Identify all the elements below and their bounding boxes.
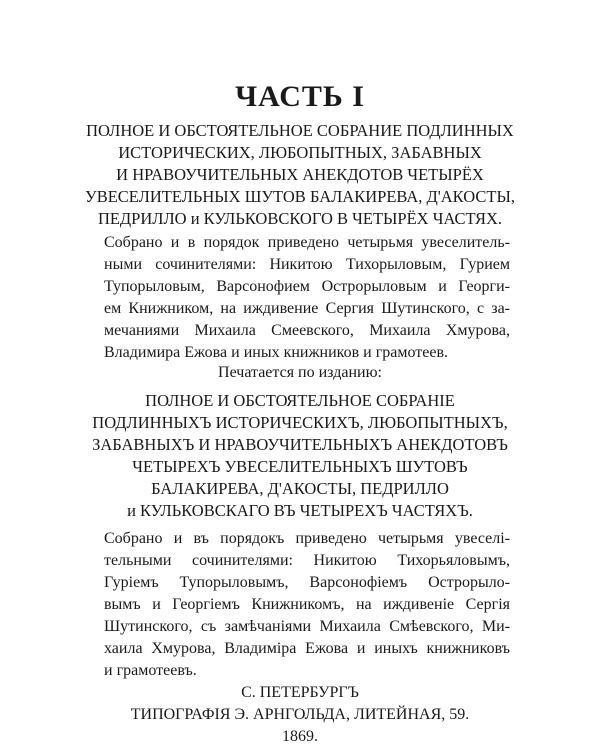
title-modern-line: УВЕСЕЛИТЕЛЬНЫХ ШУТОВ БАЛАКИРЕВА, Д'АКОСТЫ,	[85, 187, 515, 206]
title-modern-line: И НРАВОУЧИТЕЛЬНЫХ АНЕКДОТОВ ЧЕТЫРЁХ	[116, 165, 484, 184]
description-modern-line: Собрано и в порядок приведено четырьмя увеселитель-	[104, 234, 510, 251]
description-old-line: и грамотеевъ.	[104, 662, 197, 679]
printed-from-label: Печатается по изданию:	[218, 364, 382, 381]
description-old-line: Гурiемъ Тупорыловымъ, Варсонофiемъ Острорыло-	[104, 574, 510, 591]
title-old-line: ЗАБАВНЫХЪ И НРАВОУЧИТЕЛЬНЫХЪ АНЕКДОТОВЪ	[92, 435, 508, 454]
imprint-year: 1869.	[282, 728, 318, 745]
part-title: ЧАСТЬ I	[235, 80, 365, 113]
description-old-line: тельными сочинителями: Никитою Тихорьяловымъ,	[104, 552, 510, 569]
description-old	[104, 528, 510, 682]
title-old-line: ПОДЛИННЫХЪ ИСТОРИЧЕСКИХЪ, ЛЮБОПЫТНЫХЪ,	[92, 413, 508, 432]
description-modern	[104, 232, 510, 364]
description-old-line: вымъ и Георгiемъ Книжникомъ, на иждивенiе Сергiя	[104, 596, 510, 613]
title-old-line: ПОЛНОЕ И ОБСТОЯТЕЛЬНОЕ СОБРАНІЕ	[145, 391, 455, 410]
title-old-line: БАЛАКИРЕВА, Д'АКОСТЫ, ПЕДРИЛЛО	[151, 479, 449, 498]
description-old-line: Собрано и въ порядокъ приведено четырьмя увеселі-	[104, 530, 510, 547]
imprint-city: С. ПЕТЕРБУРГЪ	[241, 684, 359, 701]
description-modern-line: ем Книжником, на иждивение Сергия Шутинского, с за-	[104, 300, 510, 317]
title-modern	[0, 120, 600, 230]
description-modern-line: Владимира Ежова и иных книжников и грамотеев.	[104, 344, 449, 361]
description-old-line: Шутинского, съ замѣчанiями Михаила Смѣевского, Ми-	[104, 618, 510, 635]
imprint-printer: ТИПОГРАФІЯ Э. АРНГОЛЬДА, ЛИТЕЙНАЯ, 59.	[130, 706, 470, 723]
title-modern-line: ПОЛНОЕ И ОБСТОЯТЕЛЬНОЕ СОБРАНИЕ ПОДЛИННЫХ	[86, 121, 514, 140]
description-modern-line: Тупорыловым, Варсонофием Острорыловым и Георги-	[104, 278, 510, 295]
title-modern-line: ИСТОРИЧЕСКИХ, ЛЮБОПЫТНЫХ, ЗАБАВНЫХ	[118, 143, 482, 162]
title-old	[0, 390, 600, 522]
description-old-line: хаила Хмурова, Владимiра Ежова и иныхъ книжниковъ	[104, 640, 510, 657]
title-old-line: ЧЕТЫРЕХЪ УВЕСЕЛИТЕЛЬНЫХЪ ШУТОВЪ	[132, 457, 468, 476]
title-old-line: и КУЛЬКОВСКАГО ВЪ ЧЕТЫРЕХЪ ЧАСТЯХЪ.	[127, 501, 473, 520]
description-modern-line: ными сочинителями: Никитою Тихорыловым, Гурием	[104, 256, 510, 273]
description-modern-line: мечаниями Михаила Смеевского, Михаила Хмурова,	[104, 322, 510, 339]
title-modern-line: ПЕДРИЛЛО и КУЛЬКОВСКОГО В ЧЕТЫРЁХ ЧАСТЯХ.	[97, 209, 503, 228]
